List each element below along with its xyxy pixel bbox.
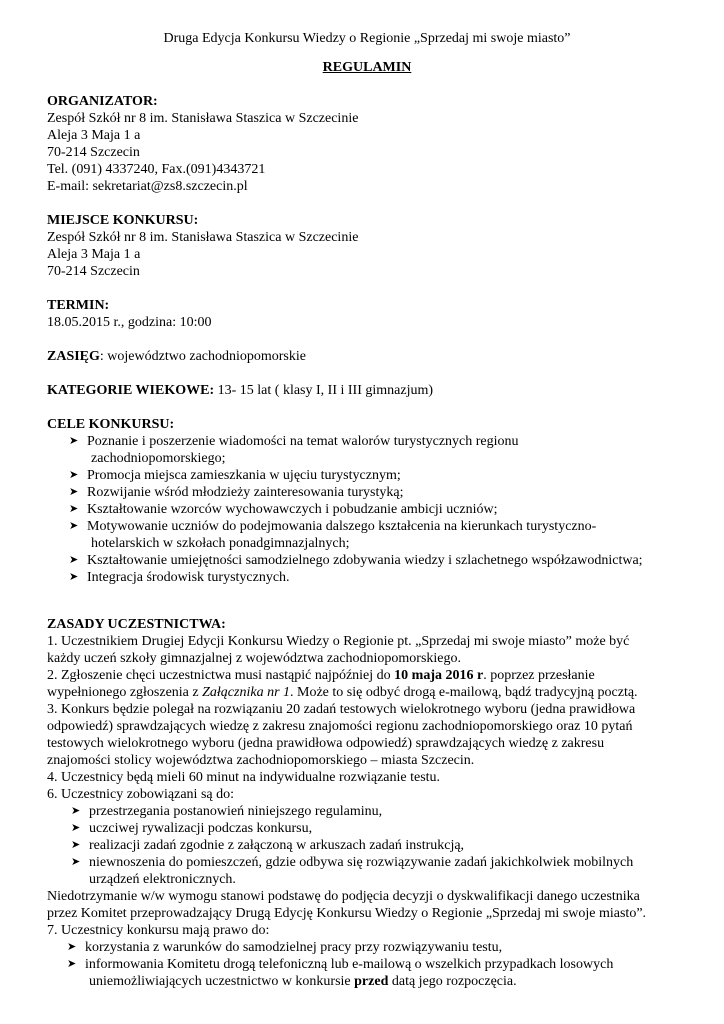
list-item: ➤ Kształtowanie umiejętności samodzielnego zdobywania wiedzy i szlachetnego współzawodnictwa;: [69, 553, 643, 568]
list-item: ➤ Kształtowanie wzorców wychowawczych i pobudzanie ambicji uczniów;: [69, 502, 498, 517]
arrow-bullet-icon: ➤: [69, 554, 79, 566]
arrow-bullet-icon: ➤: [71, 805, 81, 817]
arrow-bullet-icon: ➤: [69, 503, 79, 515]
venue-line: Zespół Szkół nr 8 im. Stanisława Staszica w Szczecinie: [47, 230, 359, 245]
organizer-line: Tel. (091) 4337240, Fax.(091)4343721: [47, 162, 266, 177]
organizer-line: 70-214 Szczecin: [47, 145, 140, 160]
rules-paragraph: znajomości stolicy województwa zachodniopomorskiego – miasta Szczecin.: [47, 753, 475, 768]
list-item: ➤ Integracja środowisk turystycznych.: [69, 570, 290, 585]
arrow-bullet-icon: ➤: [69, 571, 79, 583]
rules-paragraph: 7. Uczestnicy konkursu mają prawo do:: [47, 923, 270, 938]
range-value: : województwo zachodniopomorskie: [99, 349, 306, 364]
rules-paragraph: odpowiedź) sprawdzających wiedzę z zakresu znajomości regionu zachodniopomorskiego oraz 10 pytań: [47, 719, 633, 734]
list-item: ➤ korzystania z warunków do samodzielnej pracy przy rozwiązywaniu testu,: [67, 940, 503, 955]
venue-heading: MIEJSCE KONKURSU:: [47, 213, 199, 228]
arrow-bullet-icon: ➤: [71, 839, 81, 851]
document-title: REGULAMIN: [322, 60, 412, 75]
organizer-line: Zespół Szkół nr 8 im. Stanisława Staszica w Szczecinie: [47, 111, 359, 126]
arrow-bullet-icon: ➤: [69, 520, 79, 532]
date-heading: TERMIN:: [47, 298, 110, 313]
rules-paragraph: 2. Zgłoszenie chęci uczestnictwa musi nastąpić najpóźniej do 10 maja 2016 r. poprzez przesłanie: [47, 668, 595, 683]
rules-paragraph: 6. Uczestnicy zobowiązani są do:: [47, 787, 234, 802]
rules-paragraph: przez Komitet przeprowadzający Drugą Edycję Konkursu Wiedzy o Regionie „Sprzedaj mi swoje miasto”.: [47, 906, 647, 921]
attachment-reference: Załącznika nr 1: [202, 685, 291, 700]
range-line: [47, 348, 687, 365]
range-heading: ZASIĘG: [47, 349, 100, 364]
regulation-document: [47, 30, 687, 990]
list-item: ➤ Poznanie i poszerzenie wiadomości na temat walorów turystycznych regionu: [69, 434, 519, 449]
arrow-bullet-icon: ➤: [67, 958, 77, 970]
document-header: Druga Edycja Konkursu Wiedzy o Regionie „Sprzedaj mi swoje miasto”: [163, 31, 571, 46]
venue-line: Aleja 3 Maja 1 a: [47, 247, 141, 262]
age-value: 13- 15 lat ( klasy I, II i III gimnazjum): [214, 383, 434, 398]
list-item: ➤ realizacji zadań zgodnie z załączoną w arkuszach zadań instrukcją,: [71, 838, 465, 853]
list-item-continuation: zachodniopomorskiego;: [91, 451, 226, 466]
rules-paragraph: 3. Konkurs będzie polegał na rozwiązaniu 20 zadań testowych wielokrotnego wyboru (jedna prawidłowa: [47, 702, 636, 717]
rules-paragraph: Niedotrzymanie w/w wymogu stanowi podstawę do podjęcia decyzji o dyskwalifikacji danego uczestnika: [47, 889, 640, 904]
rules-paragraph: wypełnionego zgłoszenia z Załącznika nr 1. Może to się odbyć drogą e-mailową, bądź tradycyjną pocztą.: [47, 685, 638, 700]
list-item: ➤ Motywowanie uczniów do podejmowania dalszego kształcenia na kierunkach turystyczno-: [69, 519, 597, 534]
age-line: [47, 382, 687, 399]
age-heading: KATEGORIE WIEKOWE:: [47, 383, 215, 398]
goals-heading: CELE KONKURSU:: [47, 417, 175, 432]
list-item-continuation: uniemożliwiających uczestnictwo w konkursie przed datą jego rozpoczęcia.: [89, 974, 517, 989]
rules-heading: ZASADY UCZESTNICTWA:: [47, 617, 226, 632]
rules-paragraph: każdy uczeń szkoły gimnazjalnej z województwa zachodniopomorskiego.: [47, 651, 462, 666]
arrow-bullet-icon: ➤: [67, 941, 77, 953]
arrow-bullet-icon: ➤: [71, 856, 81, 868]
organizer-heading: ORGANIZATOR:: [47, 94, 158, 109]
list-item: ➤ przestrzegania postanowień niniejszego regulaminu,: [71, 804, 383, 819]
list-item: ➤ uczciwej rywalizacji podczas konkursu,: [71, 821, 313, 836]
list-item: ➤ informowania Komitetu drogą telefoniczną lub e-mailową o wszelkich przypadkach losowych: [67, 957, 614, 972]
venue-line: 70-214 Szczecin: [47, 264, 140, 279]
organizer-line: Aleja 3 Maja 1 a: [47, 128, 141, 143]
organizer-email: E-mail: sekretariat@zs8.szczecin.pl: [47, 179, 248, 194]
rules-paragraph: 1. Uczestnikiem Drugiej Edycji Konkursu Wiedzy o Regionie pt. „Sprzedaj mi swoje miasto” może być: [47, 634, 630, 649]
list-item-continuation: hotelarskich w szkołach ponadgimnazjalnych;: [91, 536, 350, 551]
arrow-bullet-icon: ➤: [71, 822, 81, 834]
arrow-bullet-icon: ➤: [69, 435, 79, 447]
arrow-bullet-icon: ➤: [69, 469, 79, 481]
rules-paragraph: testowych wielokrotnego wyboru (jedna prawidłowa odpowiedź) sprawdzających wiedzę z zakresu: [47, 736, 605, 751]
rules-paragraph: 4. Uczestnicy będą mieli 60 minut na indywidualne rozwiązanie testu.: [47, 770, 441, 785]
list-item: ➤ Rozwijanie wśród młodzieży zainteresowania turystyką;: [69, 485, 404, 500]
date-value: 18.05.2015 r., godzina: 10:00: [47, 315, 212, 330]
list-item: ➤ Promocja miejsca zamieszkania w ujęciu turystycznym;: [69, 468, 401, 483]
arrow-bullet-icon: ➤: [69, 486, 79, 498]
list-item: ➤ niewnoszenia do pomieszczeń, gdzie odbywa się rozwiązywanie zadań jakichkolwiek mobilnych: [71, 855, 634, 870]
deadline-date: 10 maja 2016 r: [394, 668, 484, 683]
list-item-continuation: urządzeń elektronicznych.: [89, 872, 236, 887]
